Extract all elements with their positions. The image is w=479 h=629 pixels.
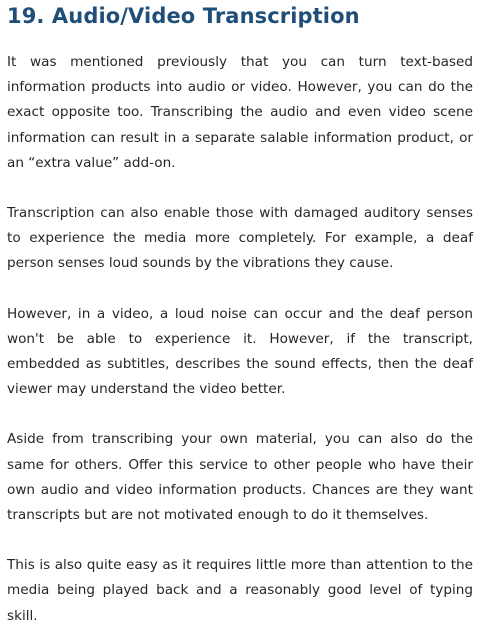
paragraph-3: However, in a video, a loud noise can occur and the deaf person won't be able to experience it. However, if the transcript, embedded as subtitles, describes the sound effects, then the deaf viewer may understand the video better. xyxy=(7,305,473,398)
paragraph-1: It was mentioned previously that you can turn text-based information products into audio or video. However, you can do the exact opposite too. Transcribing the audio and even video scene information can result in a separate salable information product, or an “extra value” add-on. xyxy=(7,54,473,171)
paragraph-2: Transcription can also enable those with damaged auditory senses to experience the media more completely. For example, a deaf person senses loud sounds by the vibrations they cause. xyxy=(7,205,473,272)
section-heading: 19. Audio/Video Transcription xyxy=(7,4,360,28)
paragraph-4: Aside from transcribing your own material, you can also do the same for others. Offer this service to other people who have their own audio and video information products. Chances are they want transcripts but are not motivated enough to do it themselves. xyxy=(7,431,473,524)
document-page xyxy=(7,0,473,629)
paragraph-5: This is also quite easy as it requires little more than attention to the media being played back and a reasonably good level of typing skill. xyxy=(7,557,473,624)
